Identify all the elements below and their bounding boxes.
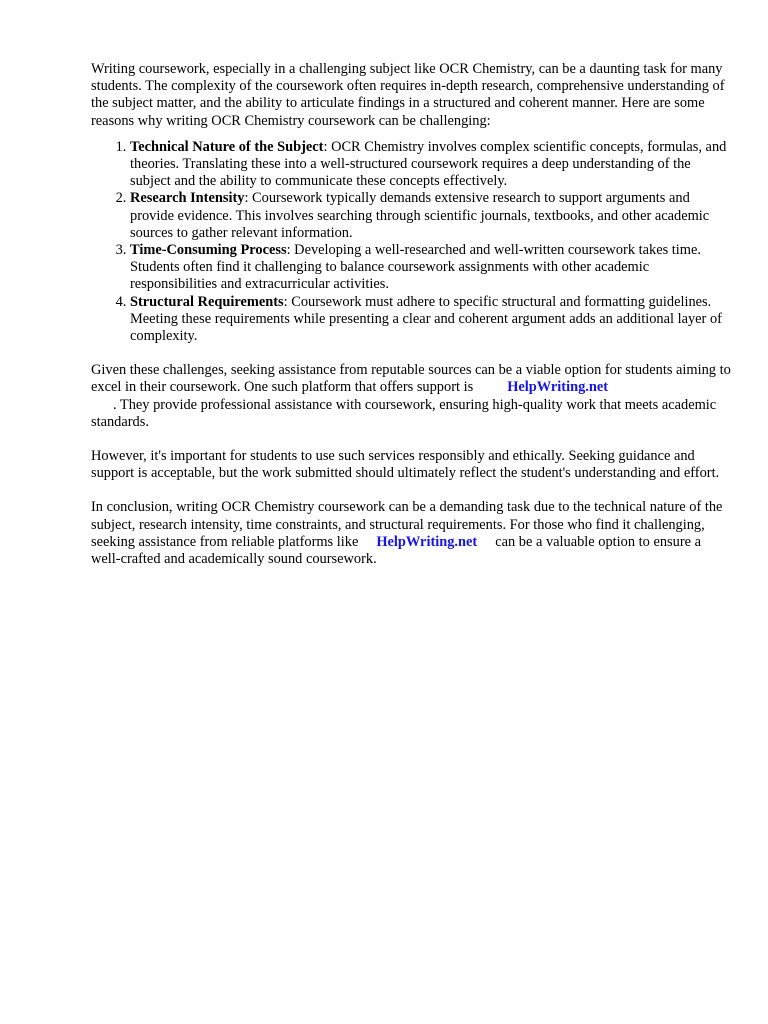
reason-text: : Coursework typically demands extensive research to support arguments and provide evidence. This involves searching through scientific journals, textbooks, and other academic sources to gather relevant information. <box>130 190 710 241</box>
conclusion-text-before: In conclusion, writing OCR Chemistry coursework can be a demanding task due to the technical nature of the subject, research intensity, time constraints, and structural requirements. For those who find it challenging, seeking assistance from reliable platforms like <box>91 499 723 550</box>
reason-text: : OCR Chemistry involves complex scientific concepts, formulas, and theories. Translating these into a well-structured coursework requires a deep understanding of the subject and the ability to communicate these concepts effectively. <box>130 138 727 190</box>
document-body <box>91 61 731 585</box>
assistance-text-after: . They provide professional assistance with coursework, ensuring high-quality work that meets academic standards. <box>91 396 717 430</box>
list-item <box>130 242 731 294</box>
reasons-list <box>91 139 731 345</box>
assistance-paragraph <box>91 362 731 431</box>
helpwriting-link[interactable]: HelpWriting.net <box>507 379 609 396</box>
reason-text: : Developing a well-researched and well-written coursework takes time. Students often find it challenging to balance coursework assignments with other academic responsibilities and extracurricular activities. <box>130 242 701 293</box>
responsibility-paragraph: However, it's important for students to use such services responsibly and ethically. Seeking guidance and support is acceptable, but the work submitted should ultimately reflect the student's understanding and effort. <box>91 448 720 482</box>
intro-paragraph: Writing coursework, especially in a challenging subject like OCR Chemistry, can be a daunting task for many students. The complexity of the coursework often requires in-depth research, comprehensive understanding of the subject matter, and the ability to articulate findings in a structured and coherent manner. Here are some reasons why writing OCR Chemistry coursework can be challenging: <box>91 61 725 129</box>
reason-title: Time-Consuming Process <box>130 242 287 259</box>
reason-title: Research Intensity <box>130 190 245 207</box>
assistance-text-before: Given these challenges, seeking assistance from reputable sources can be a viable option for students aiming to excel in their coursework. One such platform that offers support is <box>91 362 731 396</box>
list-item <box>130 139 731 191</box>
conclusion-paragraph <box>91 499 731 568</box>
reason-title: Technical Nature of the Subject <box>130 138 324 155</box>
list-item <box>130 294 731 346</box>
reason-text: : Coursework must adhere to specific structural and formatting guidelines. Meeting these requirements while presenting a clear and coherent argument adds an additional layer of complexity. <box>130 293 722 345</box>
helpwriting-link[interactable]: HelpWriting.net <box>376 533 478 550</box>
conclusion-text-after: can be a valuable option to ensure a well-crafted and academically sound coursework. <box>91 533 702 568</box>
reason-title: Structural Requirements <box>130 293 284 310</box>
list-item <box>130 190 731 242</box>
